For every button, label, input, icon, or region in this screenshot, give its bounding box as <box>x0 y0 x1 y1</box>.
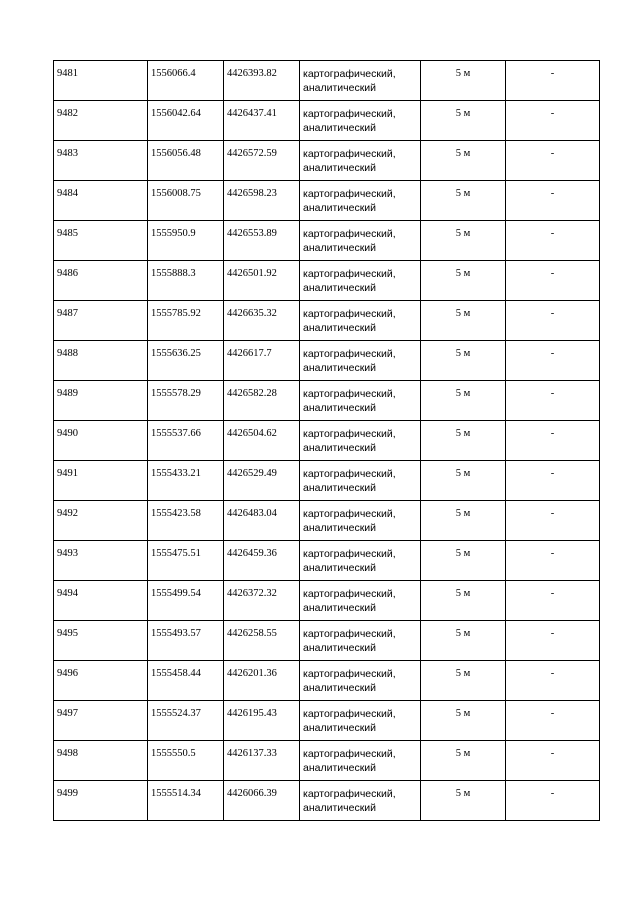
y-coordinate-cell: 4426393.82 <box>224 61 300 101</box>
y-coordinate-cell: 4426635.32 <box>224 301 300 341</box>
method-line-1: картографический, <box>303 228 396 240</box>
y-coordinate-cell: 4426372.32 <box>224 581 300 621</box>
y-coordinate-cell: 4426504.62 <box>224 421 300 461</box>
method-cell <box>300 141 421 181</box>
method-cell <box>300 221 421 261</box>
note-cell: - <box>506 301 600 341</box>
x-coordinate-cell: 1555499.54 <box>148 581 224 621</box>
accuracy-cell: 5 м <box>421 461 506 501</box>
accuracy-cell: 5 м <box>421 661 506 701</box>
method-line-1: картографический, <box>303 308 396 320</box>
table-row <box>54 181 600 221</box>
point-number-cell: 9495 <box>54 621 148 661</box>
accuracy-cell: 5 м <box>421 301 506 341</box>
point-number-cell: 9499 <box>54 781 148 821</box>
accuracy-cell: 5 м <box>421 741 506 781</box>
note-cell: - <box>506 221 600 261</box>
point-number-cell: 9482 <box>54 101 148 141</box>
point-number-cell: 9497 <box>54 701 148 741</box>
y-coordinate-cell: 4426459.36 <box>224 541 300 581</box>
point-number-cell: 9493 <box>54 541 148 581</box>
y-coordinate-cell: 4426572.59 <box>224 141 300 181</box>
x-coordinate-cell: 1555550.5 <box>148 741 224 781</box>
note-cell: - <box>506 341 600 381</box>
point-number-cell: 9496 <box>54 661 148 701</box>
note-cell: - <box>506 781 600 821</box>
accuracy-cell: 5 м <box>421 541 506 581</box>
y-coordinate-cell: 4426437.41 <box>224 101 300 141</box>
method-line-1: картографический, <box>303 548 396 560</box>
note-cell: - <box>506 141 600 181</box>
method-cell <box>300 621 421 661</box>
method-cell <box>300 101 421 141</box>
x-coordinate-cell: 1555537.66 <box>148 421 224 461</box>
note-cell: - <box>506 541 600 581</box>
table-row <box>54 581 600 621</box>
y-coordinate-cell: 4426258.55 <box>224 621 300 661</box>
point-number-cell: 9484 <box>54 181 148 221</box>
point-number-cell: 9492 <box>54 501 148 541</box>
method-line-2: аналитический <box>303 602 377 614</box>
method-cell <box>300 421 421 461</box>
y-coordinate-cell: 4426617.7 <box>224 341 300 381</box>
method-line-2: аналитический <box>303 442 377 454</box>
x-coordinate-cell: 1556008.75 <box>148 181 224 221</box>
method-cell <box>300 741 421 781</box>
accuracy-cell: 5 м <box>421 501 506 541</box>
table-row <box>54 381 600 421</box>
y-coordinate-cell: 4426137.33 <box>224 741 300 781</box>
method-line-2: аналитический <box>303 362 377 374</box>
method-cell <box>300 581 421 621</box>
y-coordinate-cell: 4426553.89 <box>224 221 300 261</box>
accuracy-cell: 5 м <box>421 221 506 261</box>
method-line-2: аналитический <box>303 282 377 294</box>
table-row <box>54 101 600 141</box>
table-row <box>54 621 600 661</box>
table-row <box>54 61 600 101</box>
y-coordinate-cell: 4426582.28 <box>224 381 300 421</box>
method-line-1: картографический, <box>303 68 396 80</box>
note-cell: - <box>506 501 600 541</box>
method-line-2: аналитический <box>303 802 377 814</box>
accuracy-cell: 5 м <box>421 421 506 461</box>
note-cell: - <box>506 741 600 781</box>
method-line-1: картографический, <box>303 428 396 440</box>
table-row <box>54 541 600 581</box>
note-cell: - <box>506 61 600 101</box>
x-coordinate-cell: 1556042.64 <box>148 101 224 141</box>
table-row <box>54 501 600 541</box>
note-cell: - <box>506 261 600 301</box>
x-coordinate-cell: 1555950.9 <box>148 221 224 261</box>
table-row <box>54 221 600 261</box>
method-line-1: картографический, <box>303 148 396 160</box>
note-cell: - <box>506 181 600 221</box>
table-row <box>54 261 600 301</box>
method-cell <box>300 181 421 221</box>
method-line-2: аналитический <box>303 562 377 574</box>
method-cell <box>300 461 421 501</box>
method-cell <box>300 381 421 421</box>
method-line-2: аналитический <box>303 722 377 734</box>
x-coordinate-cell: 1555493.57 <box>148 621 224 661</box>
x-coordinate-cell: 1556066.4 <box>148 61 224 101</box>
accuracy-cell: 5 м <box>421 581 506 621</box>
method-line-2: аналитический <box>303 762 377 774</box>
y-coordinate-cell: 4426066.39 <box>224 781 300 821</box>
method-line-1: картографический, <box>303 508 396 520</box>
method-line-1: картографический, <box>303 188 396 200</box>
note-cell: - <box>506 421 600 461</box>
method-line-2: аналитический <box>303 242 377 254</box>
note-cell: - <box>506 101 600 141</box>
method-line-1: картографический, <box>303 108 396 120</box>
y-coordinate-cell: 4426201.36 <box>224 661 300 701</box>
table-row <box>54 741 600 781</box>
y-coordinate-cell: 4426501.92 <box>224 261 300 301</box>
accuracy-cell: 5 м <box>421 261 506 301</box>
table-row <box>54 421 600 461</box>
method-line-1: картографический, <box>303 748 396 760</box>
method-line-1: картографический, <box>303 348 396 360</box>
x-coordinate-cell: 1555888.3 <box>148 261 224 301</box>
table-body <box>54 61 600 821</box>
method-cell <box>300 341 421 381</box>
method-cell <box>300 501 421 541</box>
method-line-2: аналитический <box>303 642 377 654</box>
method-line-1: картографический, <box>303 628 396 640</box>
method-line-1: картографический, <box>303 668 396 680</box>
accuracy-cell: 5 м <box>421 61 506 101</box>
table-row <box>54 301 600 341</box>
note-cell: - <box>506 621 600 661</box>
x-coordinate-cell: 1555785.92 <box>148 301 224 341</box>
accuracy-cell: 5 м <box>421 141 506 181</box>
accuracy-cell: 5 м <box>421 101 506 141</box>
method-line-1: картографический, <box>303 468 396 480</box>
point-number-cell: 9483 <box>54 141 148 181</box>
table-row <box>54 141 600 181</box>
table-row <box>54 661 600 701</box>
method-line-2: аналитический <box>303 322 377 334</box>
table-row <box>54 461 600 501</box>
y-coordinate-cell: 4426598.23 <box>224 181 300 221</box>
x-coordinate-cell: 1555514.34 <box>148 781 224 821</box>
method-line-1: картографический, <box>303 788 396 800</box>
x-coordinate-cell: 1555458.44 <box>148 661 224 701</box>
method-cell <box>300 261 421 301</box>
method-line-2: аналитический <box>303 162 377 174</box>
method-cell <box>300 701 421 741</box>
method-cell <box>300 301 421 341</box>
accuracy-cell: 5 м <box>421 621 506 661</box>
y-coordinate-cell: 4426529.49 <box>224 461 300 501</box>
method-line-2: аналитический <box>303 522 377 534</box>
coordinates-table <box>53 60 600 821</box>
table-row <box>54 781 600 821</box>
method-line-1: картографический, <box>303 388 396 400</box>
note-cell: - <box>506 461 600 501</box>
point-number-cell: 9498 <box>54 741 148 781</box>
method-line-2: аналитический <box>303 122 377 134</box>
method-line-1: картографический, <box>303 708 396 720</box>
point-number-cell: 9489 <box>54 381 148 421</box>
method-cell <box>300 781 421 821</box>
point-number-cell: 9488 <box>54 341 148 381</box>
method-line-1: картографический, <box>303 588 396 600</box>
y-coordinate-cell: 4426195.43 <box>224 701 300 741</box>
x-coordinate-cell: 1555433.21 <box>148 461 224 501</box>
note-cell: - <box>506 581 600 621</box>
accuracy-cell: 5 м <box>421 381 506 421</box>
point-number-cell: 9481 <box>54 61 148 101</box>
y-coordinate-cell: 4426483.04 <box>224 501 300 541</box>
method-line-2: аналитический <box>303 202 377 214</box>
x-coordinate-cell: 1555578.29 <box>148 381 224 421</box>
table-row <box>54 701 600 741</box>
accuracy-cell: 5 м <box>421 781 506 821</box>
accuracy-cell: 5 м <box>421 701 506 741</box>
x-coordinate-cell: 1555475.51 <box>148 541 224 581</box>
note-cell: - <box>506 701 600 741</box>
table-row <box>54 341 600 381</box>
x-coordinate-cell: 1555423.58 <box>148 501 224 541</box>
point-number-cell: 9490 <box>54 421 148 461</box>
x-coordinate-cell: 1556056.48 <box>148 141 224 181</box>
method-cell <box>300 61 421 101</box>
point-number-cell: 9491 <box>54 461 148 501</box>
method-line-2: аналитический <box>303 682 377 694</box>
method-cell <box>300 541 421 581</box>
note-cell: - <box>506 661 600 701</box>
method-line-2: аналитический <box>303 402 377 414</box>
method-cell <box>300 661 421 701</box>
accuracy-cell: 5 м <box>421 181 506 221</box>
accuracy-cell: 5 м <box>421 341 506 381</box>
point-number-cell: 9487 <box>54 301 148 341</box>
point-number-cell: 9485 <box>54 221 148 261</box>
x-coordinate-cell: 1555636.25 <box>148 341 224 381</box>
method-line-1: картографический, <box>303 268 396 280</box>
point-number-cell: 9494 <box>54 581 148 621</box>
x-coordinate-cell: 1555524.37 <box>148 701 224 741</box>
method-line-2: аналитический <box>303 482 377 494</box>
point-number-cell: 9486 <box>54 261 148 301</box>
note-cell: - <box>506 381 600 421</box>
method-line-2: аналитический <box>303 82 377 94</box>
